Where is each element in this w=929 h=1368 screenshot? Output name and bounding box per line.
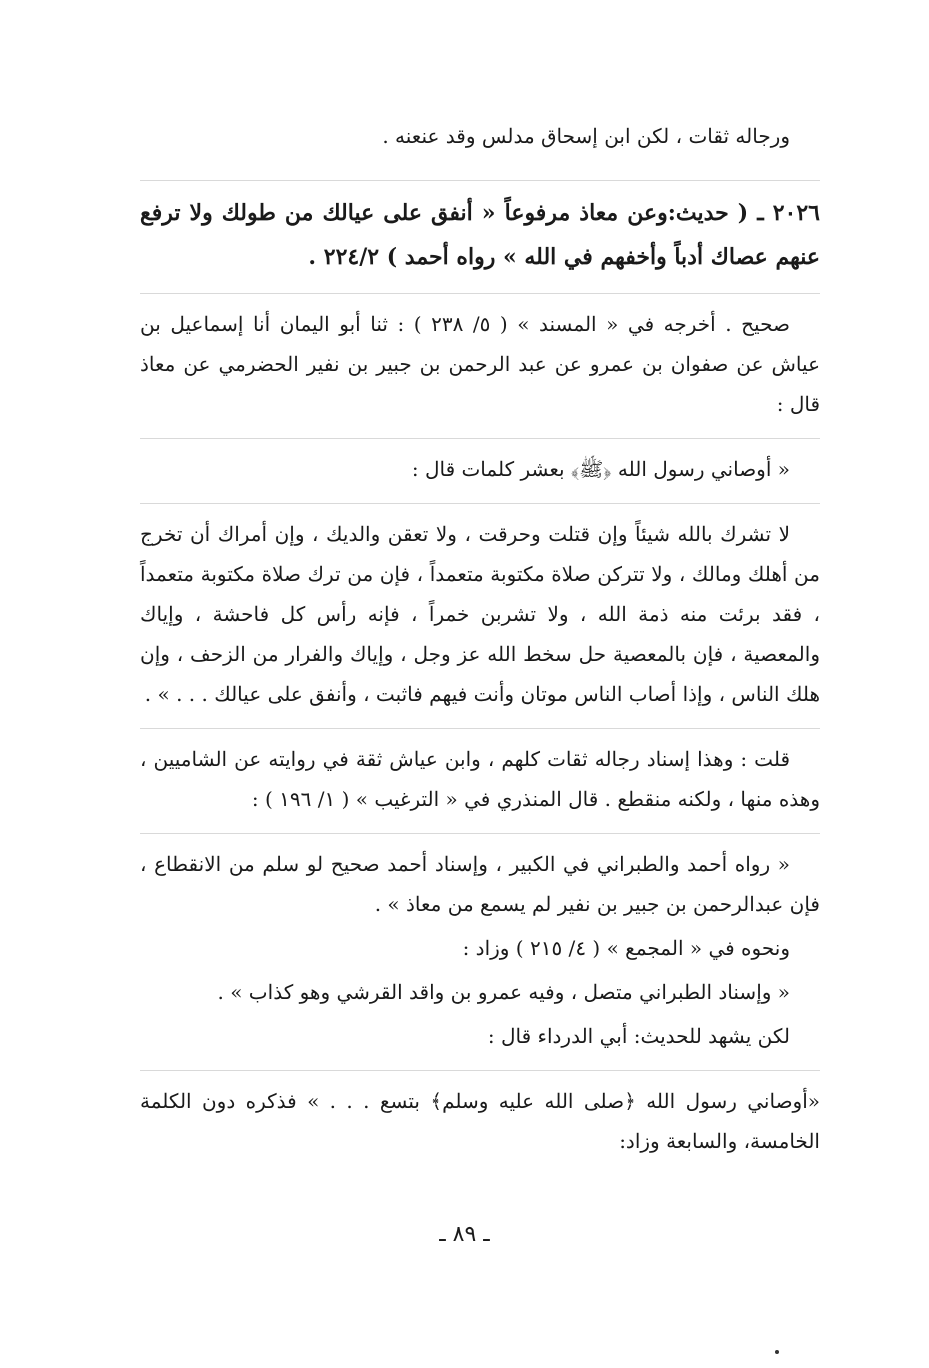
paragraph-shahid: لكن يشهد للحديث: أبي الدرداء قال :: [487, 1024, 790, 1048]
page-number: ـ ٨٩ ـ: [439, 1222, 490, 1247]
divider: [140, 728, 820, 729]
paragraph-mundhiri-quote: « رواه أحمد والطبراني في الكبير ، وإسناد أحمد صحيح لو سلم من الانقطاع ، فإن عبدالرحمن بن جبير بن نفير لم يسمع من معاذ » .: [140, 852, 820, 916]
page-body: [140, 110, 820, 1161]
divider: [140, 1070, 820, 1071]
text-line-narrators: ورجاله ثقات ، لكن ابن إسحاق مدلس وقد عنعنه .: [382, 124, 790, 148]
paragraph-takhrij: صحيح . أخرجه في « المسند » ( ٥/ ٢٣٨ ) : ثنا أبو اليمان أنا إسماعيل بن عياش عن صفوان بن عمرو عن عبد الرحمن بن جبير بن نفير الحضرمي عن معاذ قال :: [140, 312, 820, 416]
paragraph-quote-intro: « أوصاني رسول الله ﴿ﷺ﴾ بعشر كلمات قال :: [411, 457, 790, 481]
divider: [140, 293, 820, 294]
paragraph-isnad-note: « وإسناد الطبراني متصل ، وفيه عمرو بن واقد القرشي وهو كذاب » .: [217, 980, 790, 1004]
divider: [140, 503, 820, 504]
paragraph-hadith-text: لا تشرك بالله شيئاً وإن قتلت وحرقت ، ولا تعقن والديك ، وإن أمراك أن تخرج من أهلك ومالك ، ولا تتركن صلاة مكتوبة متعمداً ، فإن من ترك صلاة مكتوبة متعمداً ، فقد برئت منه ذمة الله ، ولا تشربن خمراً ، فإنه رأس كل فاحشة ، وإياك والمعصية ، فإن بالمعصية حل سخط الله عز وجل ، وإياك والفرار من الزحف ، وإن هلك الناس ، وإذا أصاب الناس موتان وأنت فيهم فاثبت ، وأنفق على عيالك . . . » .: [140, 522, 820, 706]
paragraph-commentary: قلت : وهذا إسناد رجاله ثقات كلهم ، وابن عياش ثقة في روايته عن الشاميين ، وهذه منها ، ولكنه منقطع . قال المنذري في « الترغيب » ( ١/ ١٩٦ ) :: [140, 747, 820, 811]
hadith-heading: ٢٠٢٦ ـ ( حديث:وعن معاذ مرفوعاً « أنفق على عيالك من طولك ولا ترفع عنهم عصاك أدباً وأخفهم في الله » رواه أحمد ) ٢٢٤/٢ .: [140, 200, 820, 270]
paragraph-majma: ونحوه في « المجمع » ( ٤/ ٢١٥ ) وزاد :: [462, 936, 790, 960]
paragraph-abu-darda: «أوصاني رسول الله ﴿صلى الله عليه وسلم﴾ بتسع . . . » فذكره دون الكلمة الخامسة، والسابعة وزاد:: [140, 1089, 820, 1153]
divider: [140, 180, 820, 181]
stray-mark: [775, 1350, 779, 1354]
divider: [140, 833, 820, 834]
divider: [140, 438, 820, 439]
